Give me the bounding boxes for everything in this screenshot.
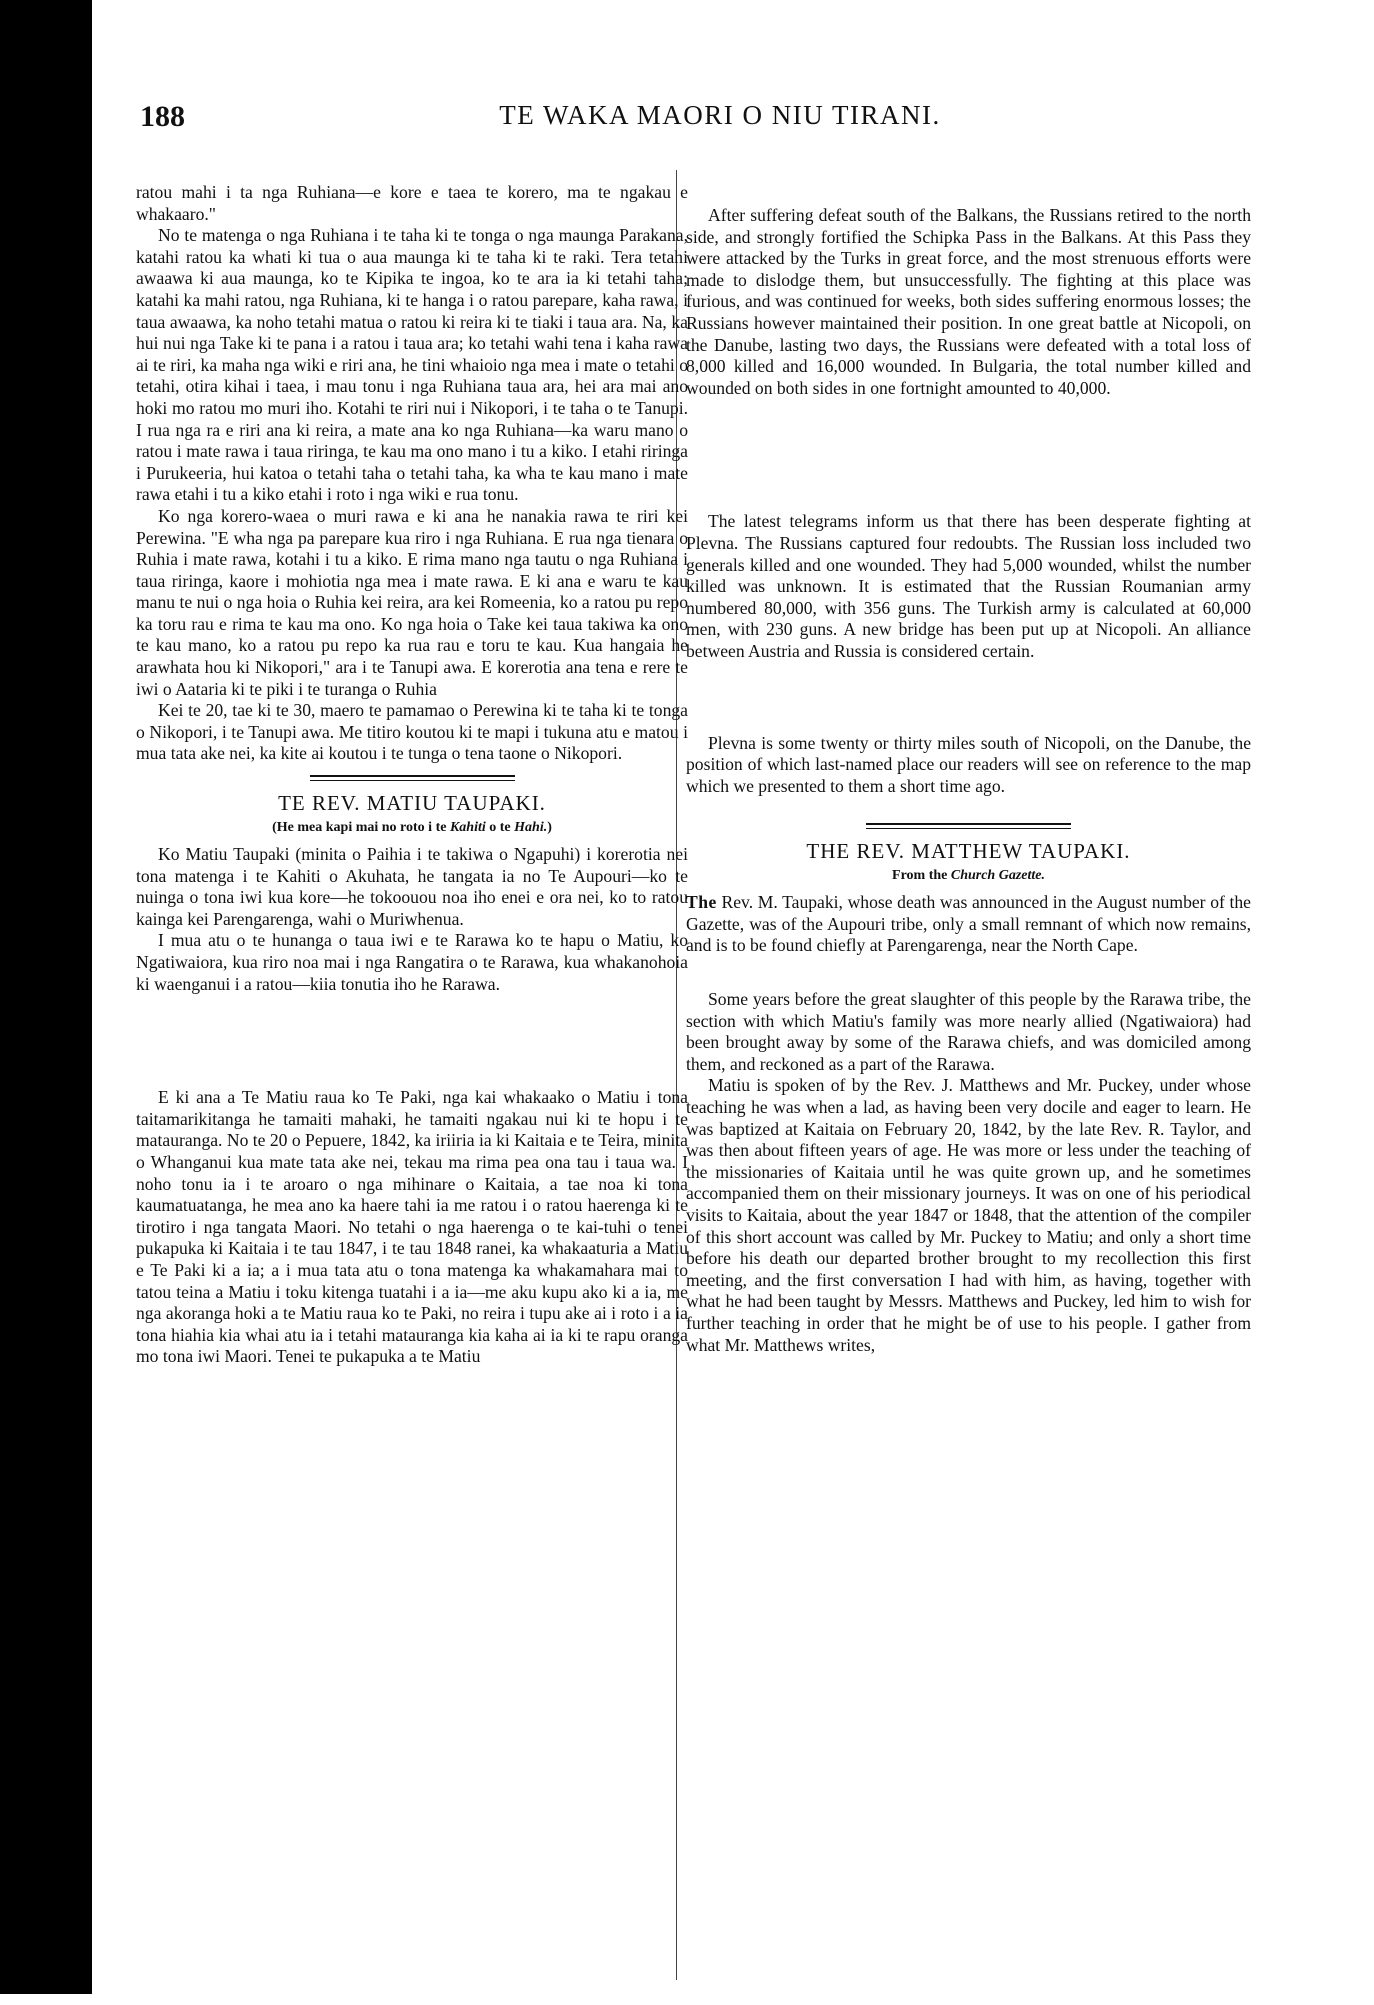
left-paragraph-1: No te matenga o nga Ruhiana i te taha ki te tonga o nga maunga Parakana, katahi ratou ka whati ki tua o aua maunga ki te taha ki te raki. Tera tetahi awaawa ki aua maunga, ko te Kipika te ingoa, ko te ara ia ki tetahi taha; katahi ka mahi ratou, nga Ruhiana, ki te hanga i o ratou parepare, kaha rawa, i taua awaawa, ka noho tetahi matua o ratou ki reira ki te tiaki i taua ara. Na, ka hui nui nga Take ki te pana i a ratou i taua ara; ko tetahi wahi tena i kaha rawa ai te riri, ka maha nga wiki e riri ana, he tini whaioio nga mea i mate o tetahi o tetahi, otira kihai i taea, i mau tonu i nga Ruhiana taua ara, hei ara mai ano hoki mo ratou mo muri iho. Kotahi te riri nui i Nikopori, i te taha o te Tanupi. I rua nga ra e riri ana ki reira, a mate ana ko nga Ruhiana—ka waru mano o ratou i mate rawa i taua riringa, te kau ma ono mano i tu a kiko. I etahi riringa i Purukeeria, hui katoa o tetahi taha o tetahi taha, ka wha te kau mano i mate rawa etahi i tu a kiko etahi i roto i nga wiki e rua tonu. [136,225,688,505]
scan-margin [0,0,92,1994]
right-section-paragraph-2: Matiu is spoken of by the Rev. J. Matthews and Mr. Puckey, under whose teaching he was when a lad, as having been very docile and eager to learn. He was baptized at Kaitaia on February 20, 1842, by the late Rev. R. Taylor, and was then about fifteen years of age. He was more or less under the teaching of the missionaries of Kaitaia until he was quite grown up, and he sometimes accompanied them on their missionary journeys. It was on one of his periodical visits to Kaitaia, about the year 1847 or 1848, that the attention of the compiler of this short account was called by Mr. Puckey to Matiu; and only a short time before his death our departed brother brought to my recollection this first meeting, and the first conversation I had with him, as having, together with what he had been taught by Messrs. Matthews and Puckey, led him to wish for further teaching in order that he might be of use to his people. I gather from what Mr. Matthews writes, [686,1075,1251,1355]
left-section-paragraph-0: Ko Matiu Taupaki (minita o Paihia i te takiwa o Ngapuhi) i korerotia nei tona matenga i te Kahiti o Akuhata, he tangata ia no Te Aupouri—ko te nuinga o tona iwi kua kore—he tokoouou noa iho enei e ora nei, ko to ratou kainga kei Parengarenga, wahi o Muriwhenua. [136,844,688,929]
right-paragraph-1: The latest telegrams inform us that there has been desperate fighting at Plevna. The Russians captured four redoubts. The Russian loss included two generals killed and one wounded. They had 5,000 wounded, whilst the number killed was unknown. It is estimated that the Russian Roumanian army numbered 80,000, with 356 guns. The Turkish army is calculated at 60,000 men, with 230 guns. A new bridge has been put up at Nicopoli. An alliance between Austria and Russia is considered certain. [686,511,1251,661]
page-number: 188 [140,100,185,133]
section-title-maori: TE REV. MATIU TAUPAKI. [278,791,546,816]
right-paragraph-2: Plevna is some twenty or thirty miles south of Nicopoli, on the Danube, the position of which last-named place our readers will see on reference to the map which we presented to them a short time ago. [686,732,1251,796]
newspaper-page [92,0,1374,1994]
left-paragraph-3: Kei te 20, tae ki te 30, maero te pamamao o Perewina ki te taha ki te tonga o Nikopori, i te Tanupi awa. Me titiro koutou ki te mapi i tukuna atu e matou i mua tata ake nei, ka kite ai koutou i te tunga o tena taone o Nikopori. [136,700,688,764]
page-header [140,100,1300,150]
section-title-english: THE REV. MATTHEW TAUPAKI. [806,839,1131,864]
left-section-paragraph-1: I mua atu o te hunanga o taua iwi e te Rarawa ko te hapu o Matiu, ko Ngatiwaiora, kua riro noa mai i nga Rangatira o te Rarawa, kua whakanohoia ki waenganui i a ratou—kiia tonutia iho he Rarawa. [136,930,688,994]
left-section-paragraph-2: E ki ana a Te Matiu raua ko Te Paki, nga kai whakaako o Matiu i tona taitamarikitanga he tamaiti mahaki, he tamaiti ngakau nui ki te hopu i te matauranga. No te 20 o Pepuere, 1842, ka iriiria ia ki Kaitaia e te Teira, minita o Whanganui kua mate tata ake nei, tekau ma rima pea ona tau i taua wa. I noho tonu ia i te aroaro o nga mihinare o Kaitaia, a tae noa ki tona kaumatuatanga, he mea ano ka haere tahi ia me ratou i o ratou haerenga ki te tirotiro i nga tangata Maori. No tetahi o nga haerenga o te kai-tuhi o tenei pukapuka ki Kaitaia i te tau 1847, i te tau 1848 ranei, ka whakaaturia a Matiu e Te Paki ki a ia; a i mua tata atu o tona matenga ka whakamahara mai to tatou teina a Matiu i toku kitenga tuatahi i a ia—me aku kupu ako ki a ia, me nga akoranga hoki a te Matiu raua ko te Paki, no reira i tupu ake ai i roto i a ia tona hiahia kia whai atu ia i tetahi matauranga kia kaha ai ia ki te rapu oranga mo tona iwi Maori. Tenei te pukapuka a te Matiu [136,1087,688,1367]
left-column [136,182,688,1982]
section-subtitle-maori: (He mea kapi mai no roto i te Kahiti o te Hahi.) [272,820,552,836]
running-title: TE WAKA MAORI O NIU TIRANI. [499,100,941,130]
right-section-paragraph-1: Some years before the great slaughter of this people by the Rarawa tribe, the section with which Matiu's family was more nearly allied (Ngatiwaiora) had been brought away by some of the Rarawa chiefs, and was domiciled among them, and reckoned as a part of the Rarawa. [686,989,1251,1074]
section-rule-english [866,823,1071,829]
right-section-paragraph-0: The Rev. M. Taupaki, whose death was announced in the August number of the Gazette, was of the Aupouri tribe, only a small remnant of which now remains, and is to be found chiefly at Parengarenga, near the North Cape. [686,892,1251,956]
right-column [686,205,1251,2005]
section-subtitle-english: From the Church Gazette. [892,868,1045,884]
left-paragraph-0: ratou mahi i ta nga Ruhiana—e kore e taea te korero, ma te ngakau e whakaaro." [136,182,688,224]
left-paragraph-2: Ko nga korero-waea o muri rawa e ki ana he nanakia rawa te riri kei Perewina. "E wha nga pa parepare kua riro i nga Ruhiana. E rua nga tienara o Ruhia i mate rawa, kotahi i tu a kiko. E rima mano nga tautu o nga Ruhiana i taua riringa, kaore i mohiotia nga mea i mate rawa. E ki ana e waru te kau manu te nui o nga hoia o Ruhia kei reira, ara kei Romeenia, ko a ratou pu repo ka toru rau e rima te kau ma ono. Ko nga hoia o Take kei taua takiwa ka ono te kau mano, ko a ratou pu repo ka rua rau e toru te kau. Kua hangaia he arawhata hou ki Nikopori," ara i te Tanupi awa. E korerotia ana tena e rere te iwi o Aataria ki te piki i te turanga o Ruhia [136,505,688,699]
section-rule [310,775,515,781]
right-paragraph-0: After suffering defeat south of the Balkans, the Russians retired to the north side, and strongly fortified the Schipka Pass in the Balkans. At this Pass they were attacked by the Turks in great force, and the most strenuous efforts were made to dislodge them, but unsuccessfully. The fighting at this place was furious, and was continued for weeks, both sides suffering enormous losses; the Russians however maintained their position. In one great battle at Nicopoli, on the Danube, lasting two days, the Russians were defeated with a total loss of 8,000 killed and 16,000 wounded. In Bulgaria, the total number killed and wounded on both sides in one fortnight amounted to 40,000. [686,205,1251,398]
dropcap: The [686,892,717,913]
